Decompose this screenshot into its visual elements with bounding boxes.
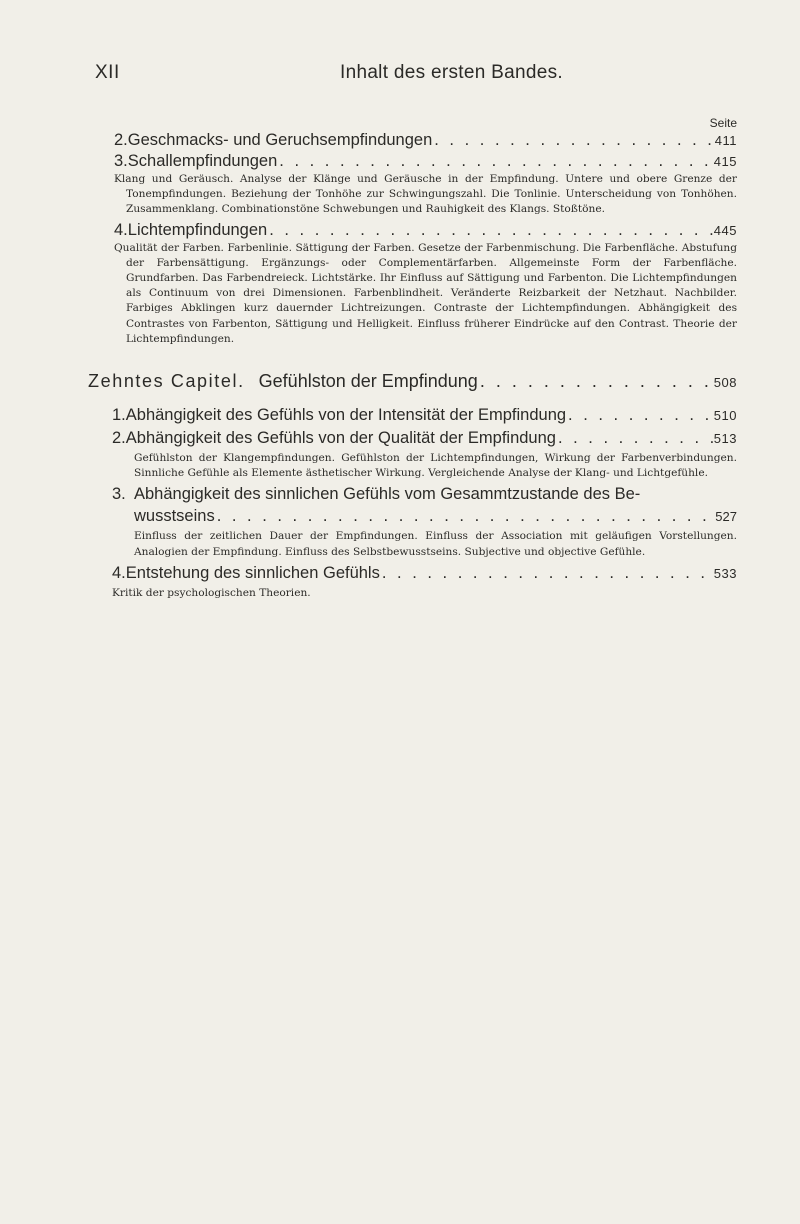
entry-number: 2. — [114, 131, 128, 149]
toc-entry-line — [112, 427, 737, 450]
entry-title: Abhängigkeit des Gefühls von der Qualität der Empfindung — [125, 429, 556, 448]
entry-title-line1: Abhängigkeit des sinnlichen Gefühls vom Gesammtzustande des Be- — [134, 485, 641, 504]
dot-leader — [215, 505, 716, 527]
entry-title: Geschmacks- und Geruchsempfindungen — [127, 131, 433, 149]
entry-page: 527 — [715, 509, 737, 525]
entry-number: 4. — [114, 220, 128, 239]
chapter-title: Gefühlston der Empfindung — [258, 371, 478, 392]
entry-number: 3. — [114, 152, 128, 170]
entry-description: Qualität der Farben. Farbenlinie. Sättigung der Farben. Gesetze der Farbenmischung. Die Farbenfläche. Abstufung der Farbensättigung. Ergänzungs- oder Complementärfarben. Allgemeinste Form der Farbenfläche. Grundfarben. Das Farbendreieck. Lichtstärke. Ihr Einfluss auf Sättigung und Farbenton. Die Lichtempfindungen als Continuum von drei Dimensionen. Farbenblindheit. Veränderte Reizbarkeit der Netzhaut. Nachbilder. Farbiges Abklingen kurz dauernder Lichtreizungen. Contraste der Lichtempfindungen. Abhängigkeit des Contrastes von Farbenton, Sättigung und Helligkeit. Einfluss früherer Eindrücke auf den Contrast. Theorie der Lichtempfindungen. — [114, 241, 737, 345]
toc-content — [0, 131, 800, 603]
chapter-heading — [88, 370, 737, 394]
chapter-line — [88, 370, 737, 394]
entry-number: 3. — [112, 485, 126, 504]
toc-entry — [112, 562, 737, 601]
chapter-label: Zehntes Capitel. — [88, 371, 245, 392]
entry-description: Kritik der psychologischen Theorien. — [112, 586, 311, 599]
entry-number: 4. — [112, 563, 126, 582]
entry-description: Klang und Geräusch. Analyse der Klänge und Geräusche in der Empfindung. Untere und obere Grenze der Tonempfindungen. Beziehung der Tonhöhe zur Schwingungszahl. Die Tonlinie. Unterscheidung von Tonhöhen. Zusammenklang. Combinationstöne Schwebungen und Rauhigkeit des Klangs. Stoßtöne. — [114, 173, 737, 216]
dot-leader — [267, 221, 714, 240]
entry-page: 510 — [713, 408, 737, 424]
entry-title: Schallempfindungen — [127, 152, 278, 170]
entry-page: 445 — [713, 222, 737, 238]
toc-entry-line — [112, 562, 737, 585]
entry-title: Entstehung des sinnlichen Gefühls — [125, 563, 380, 582]
dot-leader — [380, 562, 714, 584]
dot-leader — [277, 152, 714, 171]
toc-entry-line — [114, 221, 737, 240]
page-number: XII — [95, 62, 120, 83]
entry-description: Gefühlston der Klangempfindungen. Gefühlston der Lichtempfindungen, Wirkung der Farbenverbindungen. Sinnliche Gefühle als Elemente ästhetischer Wirkung. Vergleichende Analyse der Klang- und Lichtgefühle. — [134, 452, 737, 480]
page-header — [95, 62, 745, 92]
running-title: Inhalt des ersten Bandes. — [340, 62, 563, 83]
toc-entry-line — [112, 483, 737, 505]
entry-page: 513 — [713, 431, 737, 447]
toc-entry — [112, 427, 737, 481]
toc-entry — [112, 404, 737, 427]
entry-page: 533 — [713, 565, 737, 581]
dot-leader — [566, 404, 714, 426]
dot-leader — [478, 370, 714, 392]
toc-entry-line — [114, 152, 737, 171]
seite-label: Seite — [709, 116, 737, 130]
toc-entry-line — [112, 404, 737, 427]
entry-page: 415 — [713, 154, 737, 169]
dot-leader — [432, 131, 715, 150]
toc-entry-line — [114, 131, 737, 150]
toc-entry — [114, 221, 737, 347]
entry-description: Einfluss der zeitlichen Dauer der Empfindungen. Einfluss der Association mit geläufigen Vorstellungen. Analogien der Empfindung. Einfluss des Selbstbewusstseins. Subjective und objective Gefühle. — [134, 530, 737, 558]
entry-title: Lichtempfindungen — [127, 220, 268, 239]
entry-number: 1. — [112, 406, 126, 425]
dot-leader — [556, 427, 714, 449]
toc-entry — [112, 483, 737, 559]
toc-entry — [114, 131, 737, 150]
chapter-page: 508 — [713, 375, 737, 391]
entry-title-line2: wusstseins — [134, 507, 215, 526]
toc-entry — [114, 152, 737, 218]
entry-page: 411 — [714, 133, 737, 148]
toc-entry-line — [112, 505, 737, 528]
entry-number: 2. — [112, 429, 126, 448]
entry-title: Abhängigkeit des Gefühls von der Intensität der Empfindung — [125, 406, 567, 425]
